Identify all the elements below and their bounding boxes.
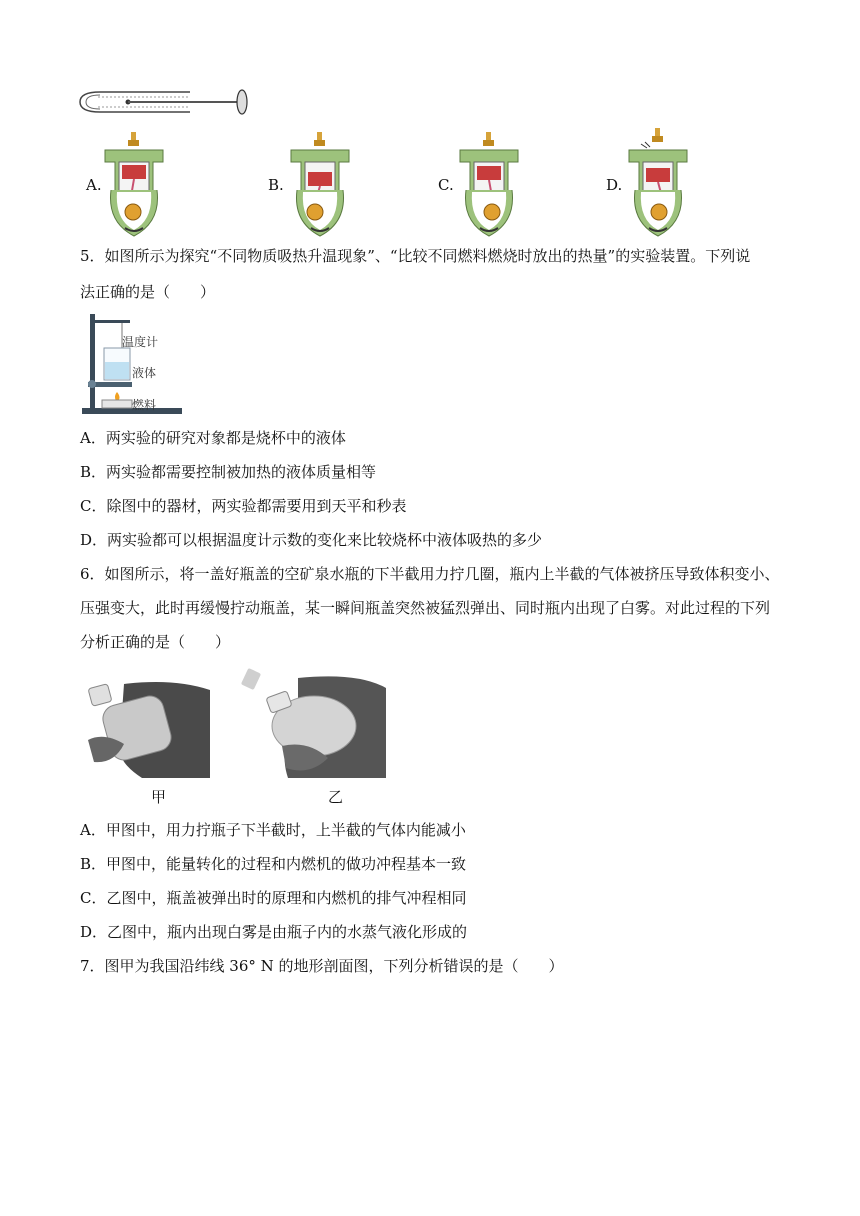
thermometer-label: 温度计 [122, 335, 159, 349]
q5-option-d: D．两实验都可以根据温度计示数的变化来比较烧杯中液体吸热的多少 [80, 531, 543, 549]
bottle-twist-photo-jia [84, 680, 210, 778]
q6-stem-line1: 6．如图所示，将一盖好瓶盖的空矿泉水瓶的下半截用力拧几圈，瓶内上半截的气体被挤压导致体积变小、 [80, 565, 780, 583]
q5-option-b: B．两实验都需要控制被加热的液体质量相等 [80, 463, 377, 481]
engine-diagram-b [289, 132, 351, 240]
q5-stem-line1: 5．如图所示为探究“不同物质吸热升温现象”、“比较不同燃料燃烧时放出的热量”的实验装置。下列说 [80, 247, 751, 265]
liquid-label: 液体 [132, 366, 157, 380]
q6-stem-line3: 分析正确的是（ ） [80, 633, 231, 651]
q4-option-a-label: A. [86, 176, 102, 194]
q4-option-b-label: B. [268, 176, 284, 194]
fuel-label: 燃料 [132, 398, 157, 412]
syringe-figure [78, 86, 253, 120]
engine-diagram-d [627, 128, 689, 240]
q4-option-d-label: D. [606, 176, 623, 194]
caption-jia: 甲 [151, 788, 167, 806]
engine-diagram-a [103, 132, 165, 240]
q4-option-c-label: C. [438, 176, 454, 194]
q7-stem: 7．图甲为我国沿纬线 36° N 的地形剖面图，下列分析错误的是（ ） [80, 957, 564, 975]
q5-option-a: A．两实验的研究对象都是烧杯中的液体 [80, 429, 346, 447]
engine-diagram-c [458, 132, 520, 240]
q6-option-b: B．甲图中，能量转化的过程和内燃机的做功冲程基本一致 [80, 855, 467, 873]
q5-option-c: C．除图中的器材，两实验都需要用到天平和秒表 [80, 497, 407, 515]
q6-option-c: C．乙图中，瓶盖被弹出时的原理和内燃机的排气冲程相同 [80, 889, 467, 907]
q6-stem-line2: 压强变大，此时再缓慢拧动瓶盖，某一瞬间瓶盖突然被猛烈弹出、同时瓶内出现了白雾。对此过程的下列 [80, 599, 771, 617]
bottle-pop-photo-yi [238, 668, 386, 778]
q6-option-a: A．甲图中，用力拧瓶子下半截时，上半截的气体内能减小 [80, 821, 466, 839]
q5-stem-line2: 法正确的是（ ） [80, 283, 216, 301]
q6-option-d: D．乙图中，瓶内出现白雾是由瓶子内的水蒸气液化形成的 [80, 923, 468, 941]
caption-yi: 乙 [328, 788, 344, 806]
